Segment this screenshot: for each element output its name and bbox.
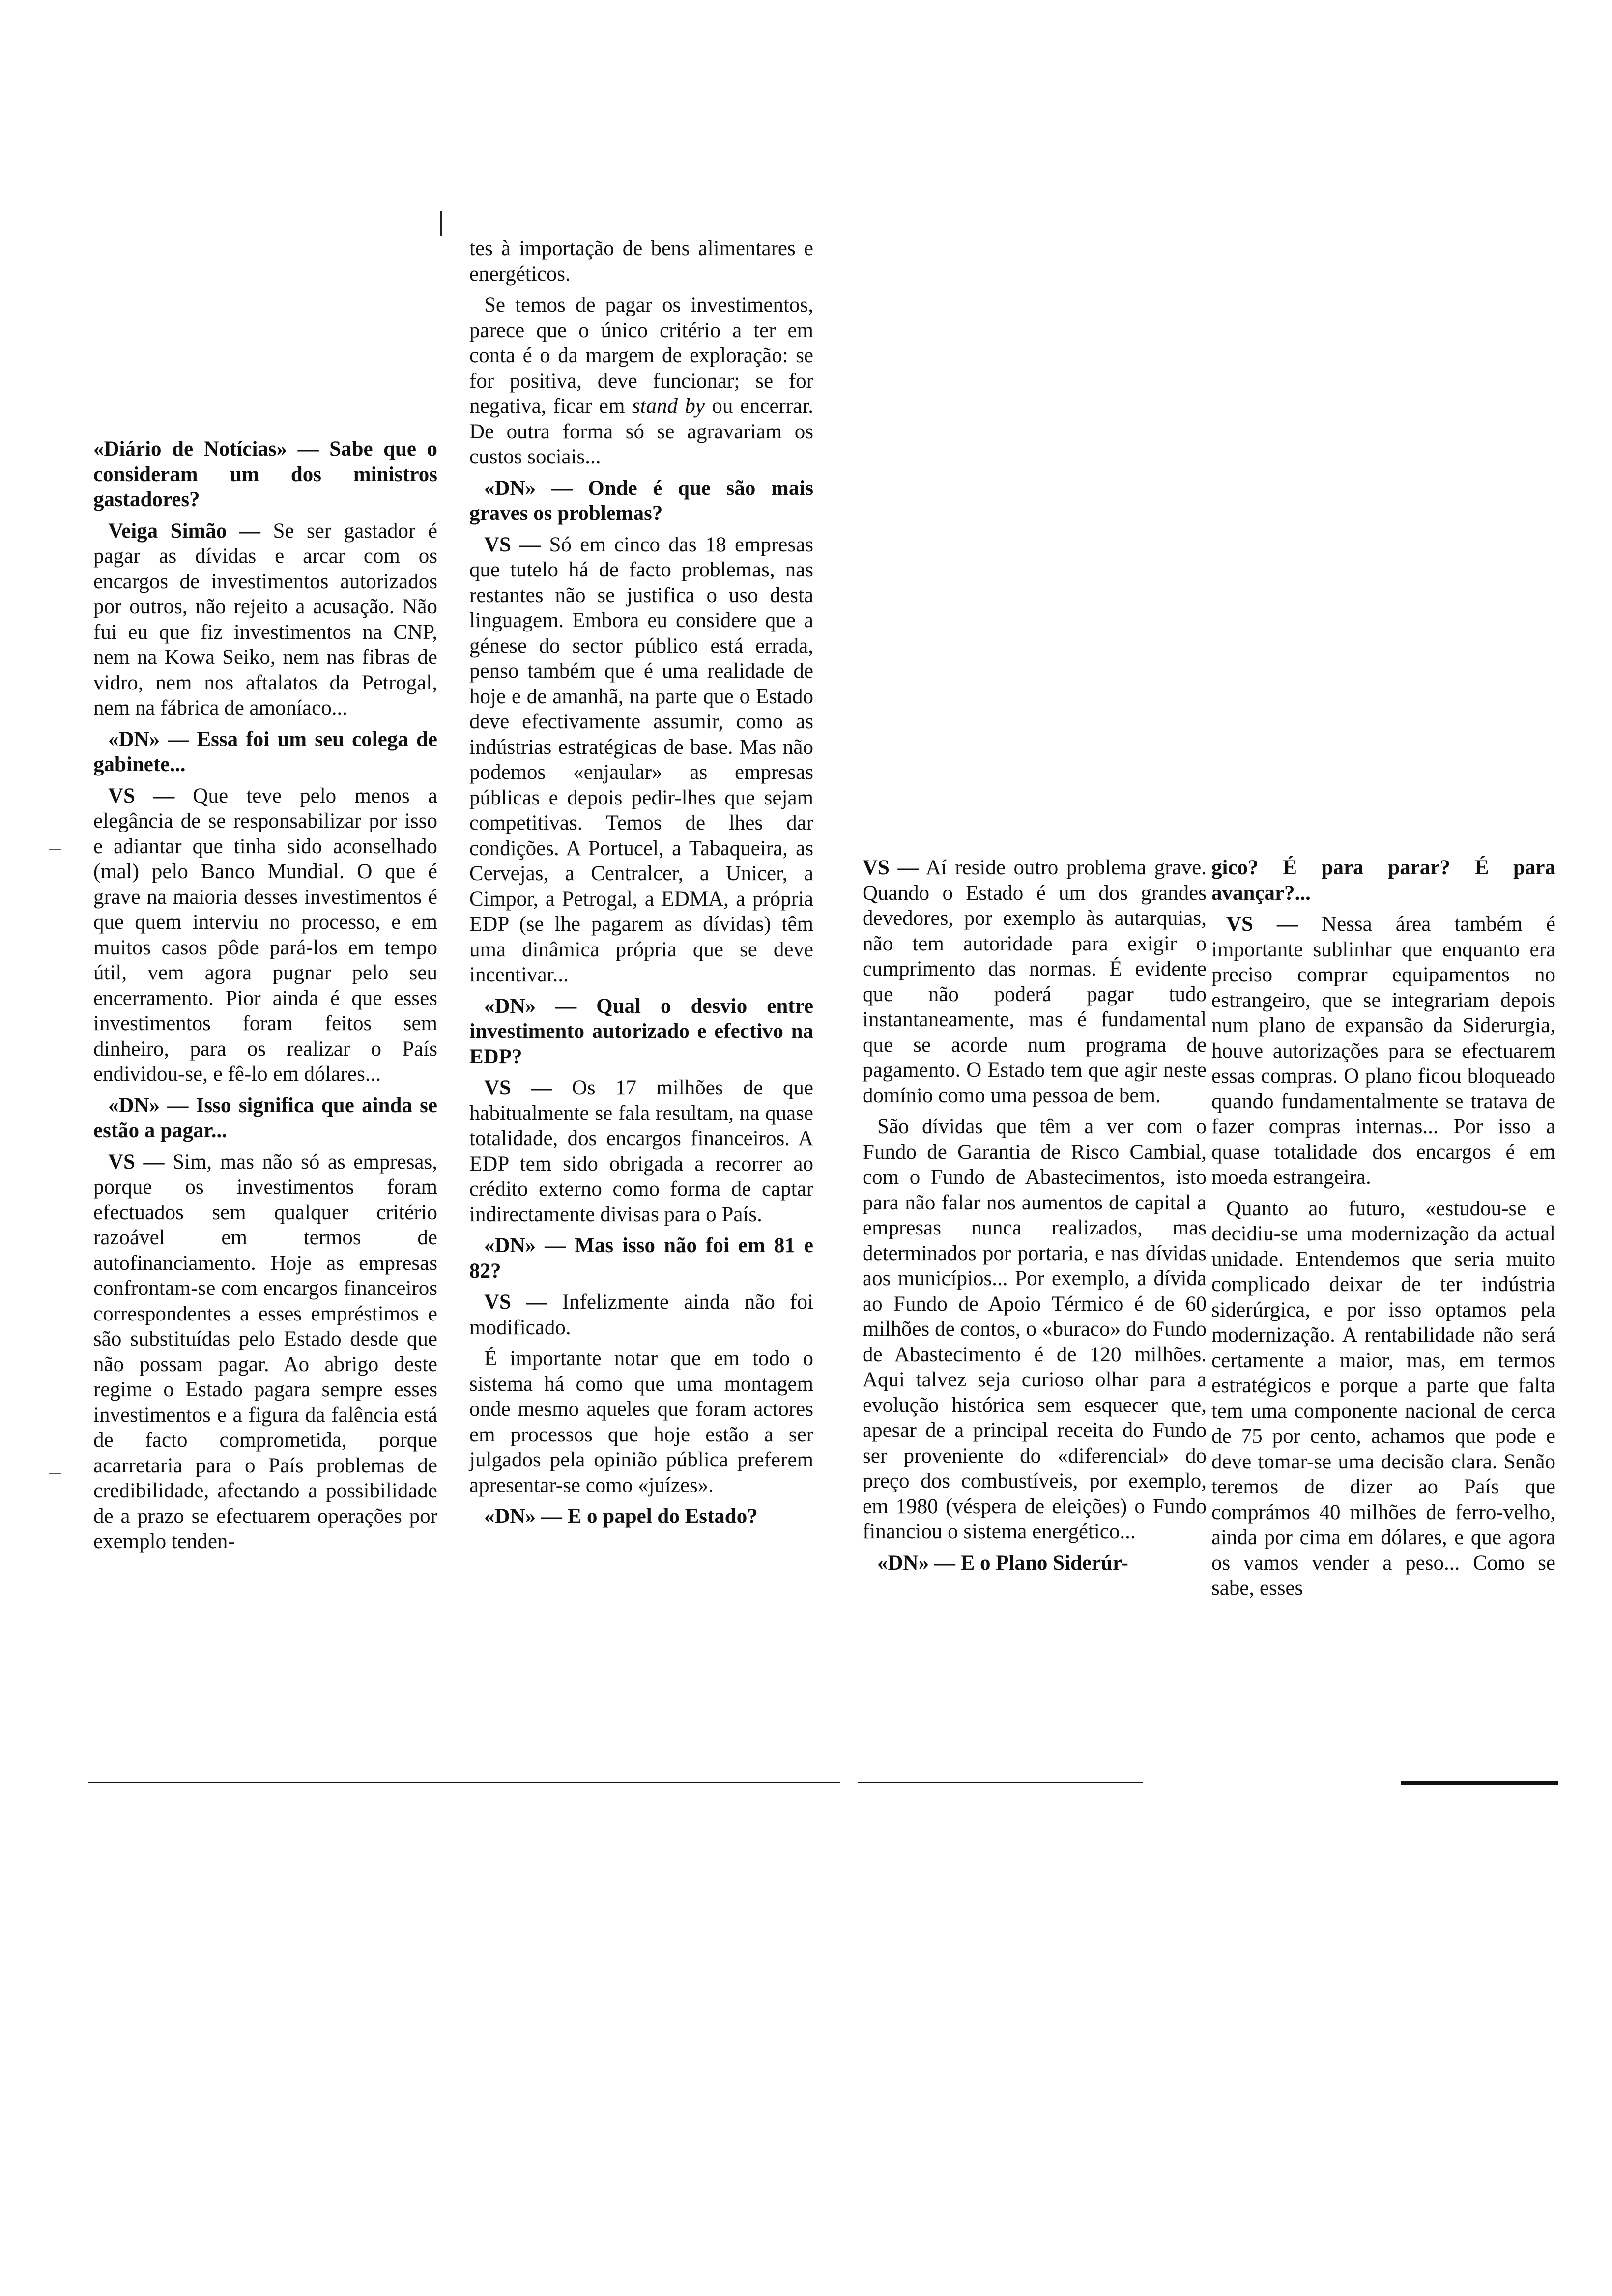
answer: VS — Nessa área também é importante sublinhar que enquanto era preciso comprar equipamentos no estrangeiro, que se integrariam depois num plano de expansão da Siderurgia, houve autorizações para se efectuarem essas compras. O plano ficou bloqueado quando fundamentalmente se tratava de fazer compras internas... Por isso a quase totalidade dos encargos é em moeda estrangeira.	[1211, 913, 1555, 1189]
question: gico? É para parar? É para avançar?...	[1211, 856, 1555, 905]
answer: VS — Os 17 milhões de que habitualmente se fala resultam, na quase totalidade, dos encargos financeiros. A EDP tem sido obrigada a recorrer ao crédito externo como forma de captar indirectamente divisas para o País.	[469, 1076, 813, 1226]
crop-mark	[440, 211, 445, 236]
column-rule	[1401, 1781, 1558, 1785]
answer: VS — Aí reside outro problema grave. Quando o Estado é um dos grandes devedores, por exemplo às autarquias, não tem autoridade para exigir o cumprimento das normas. É evidente que não poderá pagar tudo instantaneamente, mas é fundamental que se acorde num programa de pagamento. O Estado tem que agir neste domínio como uma pessoa de bem.	[863, 856, 1207, 1107]
column-rule	[858, 1782, 1143, 1783]
answer: Veiga Simão — Se ser gastador é pagar as dívidas e arcar com os encargos de investimentos autorizados por outros, não rejeito a acusação. Não fui eu que fiz investimentos na CNP, nem na Kowa Seiko, nem nas fibras de vidro, nem nos aftalatos da Petrogal, nem na fábrica de amoníaco...	[93, 519, 437, 719]
paragraph: Se temos de pagar os investimentos, parece que o único critério a ter em conta é o da margem de exploração: se for positiva, deve funcionar; se for negativa, ficar em stand by ou encerrar. De outra forma só se agravariam os custos sociais...	[469, 293, 813, 468]
answer: VS — Infelizmente ainda não foi modificado.	[469, 1291, 813, 1339]
answer: VS — Sim, mas não só as empresas, porque os investimentos foram efectuados sem qualquer critério razoável em termos de autofinanciamento. Hoje as empresas confrontam-se com encargos financeiros correspondentes a esses empréstimos e são substituídas pelo Estado desde que não possam pagar. Ao abrigo deste regime o Estado pagara sempre esses investimentos e a figura da falência está de facto comprometida, porque acarretaria para o País problemas de credibilidade, afectando a possibilidade de a prazo se efectuarem operações por exemplo tenden-	[93, 1150, 437, 1553]
paragraph: São dívidas que têm a ver com o Fundo de Garantia de Risco Cambial, com o Fundo de Abastecimentos, isto para não falar nos aumentos de capital a empresas nunca realizados, mas determinados por portaria, e nas dívidas aos municípios... Por exemplo, a dívida ao Fundo de Apoio Térmico é de 60 milhões de contos, o «buraco» do Fundo de Abastecimento é de 120 milhões. Aqui talvez seja curioso olhar para a evolução histórica sem esquecer que, apesar de a principal receita do Fundo ser proveniente do «diferencial» do preço dos combustíveis, por exemplo, em 1980 (véspera de eleições) o Fundo financiou o sistema energético...	[863, 1115, 1207, 1543]
paragraph: tes à importação de bens alimentares e energéticos.	[469, 237, 813, 286]
question: «DN» — Isso significa que ainda se estão a pagar...	[93, 1093, 437, 1142]
question: «Diário de Notícias» — Sabe que o consideram um dos ministros gastadores?	[93, 437, 437, 511]
scan-edge	[0, 0, 1612, 4]
margin-mark	[49, 1473, 61, 1474]
paragraph: Quanto ao futuro, «estudou-se e decidiu-se uma modernização da actual unidade. Entendemos que seria muito complicado deixar de ter indústria siderúrgica, e por isso optamos pela modernização. A rentabilidade não será certamente a maior, mas, em termos estratégicos e porque a parte que falta tem uma componente nacional de cerca de 75 por cento, achamos que pode e deve tomar-se uma decisão clara. Senão teremos de dizer ao País que comprámos 40 milhões de ferro-velho, ainda por cima em dólares, e que agora os vamos vender a peso... Como se sabe, esses	[1211, 1197, 1555, 1600]
article-column-3	[863, 855, 1207, 1581]
question: «DN» — Essa foi um seu colega de gabinete...	[93, 727, 437, 776]
question: «DN» — E o Plano Siderúr-	[877, 1551, 1128, 1575]
paragraph: É importante notar que em todo o sistema há como que uma montagem onde mesmo aqueles que foram actores em processos que hoje estão a ser julgados pela opinião pública preferem apresentar-se como «juízes».	[469, 1347, 813, 1497]
article-column-4	[1211, 855, 1555, 1607]
question: «DN» — E o papel do Estado?	[484, 1505, 758, 1528]
article-column-2	[469, 236, 813, 1535]
question: «DN» — Onde é que são mais graves os problemas?	[469, 476, 813, 525]
column-rule	[88, 1782, 840, 1783]
answer: VS — Que teve pelo menos a elegância de se responsabilizar por isso e adiantar que tinha sido aconselhado (mal) pelo Banco Mundial. O que é grave na maioria desses investimentos é que quem interviu no processo, e em muitos casos pôde pará-los em tempo útil, vem agora pugnar pelo seu encerramento. Pior ainda é que esses investimentos foram feitos sem dinheiro, para os realizar o País endividou-se, e fê-lo em dólares...	[93, 784, 438, 1086]
question: «DN» — Qual o desvio entre investimento autorizado e efectivo na EDP?	[469, 994, 813, 1068]
answer: VS — Só em cinco das 18 empresas que tutelo há de facto problemas, nas restantes não se justifica o uso desta linguagem. Embora eu considere que a génese do sector público está errada, penso também que é uma realidade de hoje e de amanhã, na parte que o Estado deve efectivamente assumir, como as indústrias estratégicas de base. Mas não podemos «enjaular» as empresas públicas e depois pedir-lhes que sejam competitivas. Temos de lhes dar condições. A Portucel, a Tabaqueira, as Cervejas, a Centralcer, a Unicer, a Cimpor, a Petrogal, a EDMA, a própria EDP (se lhe pagarem as dívidas) têm uma dinâmica própria que se deve incentivar...	[469, 533, 814, 986]
article-column-1	[93, 436, 437, 1560]
margin-mark	[49, 849, 61, 850]
question: «DN» — Mas isso não foi em 81 e 82?	[469, 1234, 813, 1283]
